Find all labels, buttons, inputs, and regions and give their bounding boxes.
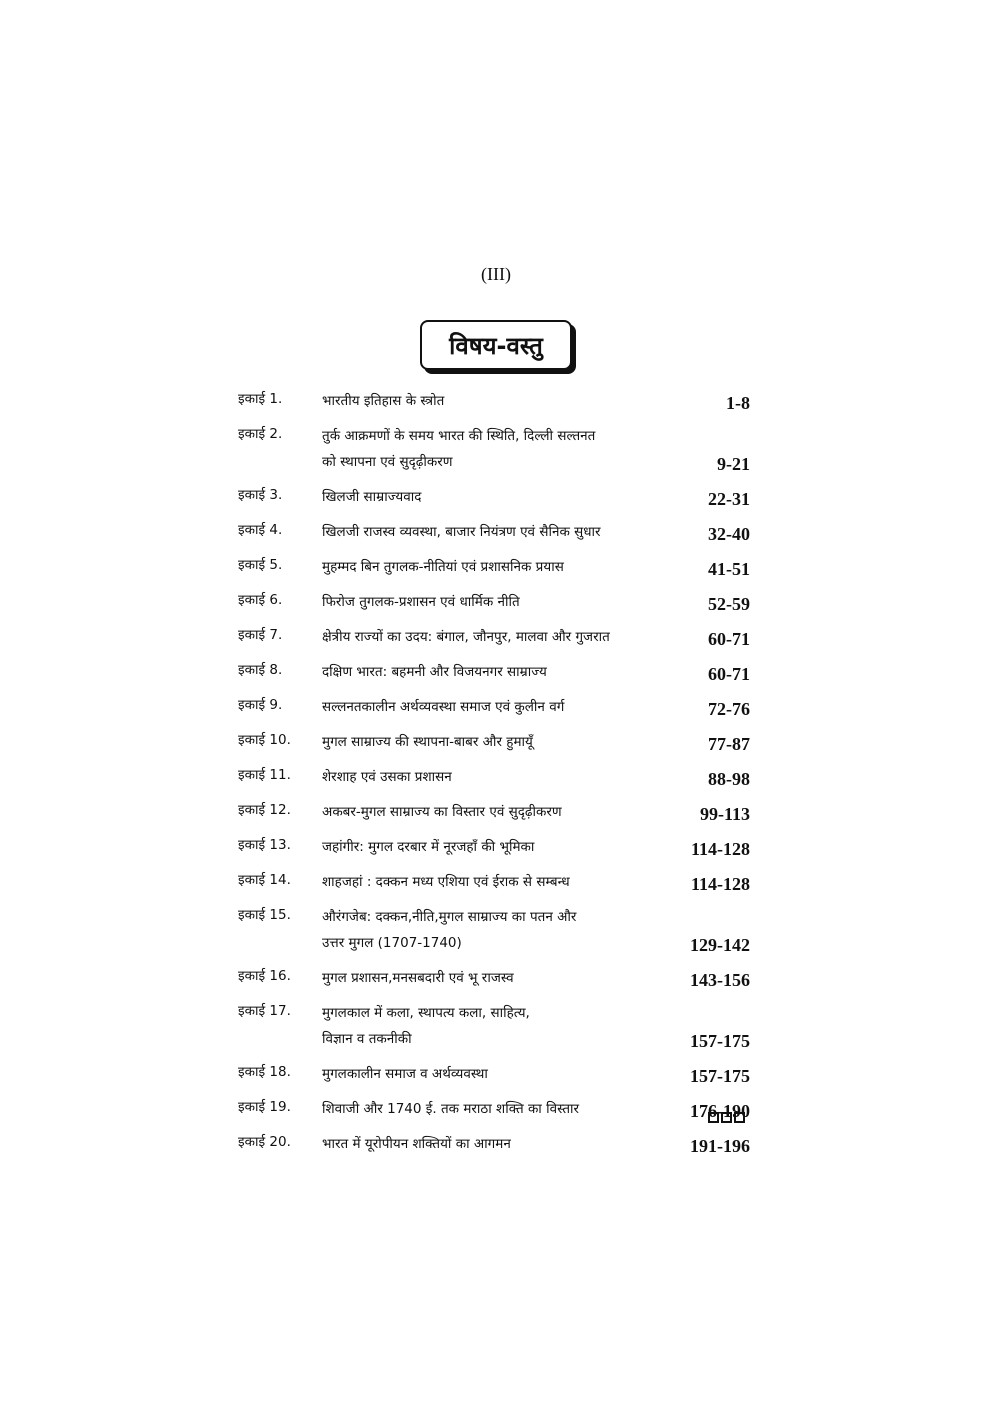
unit-topic (322, 1000, 664, 1052)
unit-topic-line: अकबर-मुगल साम्राज्य का विस्तार एवं सुदृढ़ीकरण (322, 804, 562, 820)
page-range: 77-87 (708, 734, 750, 754)
toc-row (238, 694, 750, 720)
unit-topic-line: शिवाजी और 1740 ई. तक मराठा शक्ति का विस्तार (322, 1101, 580, 1117)
toc-row (238, 729, 750, 755)
unit-topic (322, 589, 664, 615)
unit-topic-line: खिलजी साम्राज्यवाद (322, 489, 422, 505)
unit-number: इकाई 20. (238, 1134, 291, 1150)
unit-topic-line: फिरोज तुगलक-प्रशासन एवं धार्मिक नीति (322, 594, 520, 610)
unit-topic (322, 624, 664, 650)
unit-number: इकाई 5. (238, 557, 283, 573)
table-of-contents (238, 388, 750, 1166)
unit-number: इकाई 4. (238, 522, 283, 538)
page-number: (III) (481, 264, 511, 284)
unit-topic (322, 388, 664, 414)
unit-topic-line: औरंगजेब: दक्कन,नीति,मुगल साम्राज्य का पतन और (322, 909, 577, 925)
toc-row (238, 659, 750, 685)
unit-topic-line: मुगलकाल में कला, स्थापत्य कला, साहित्य, (322, 1005, 530, 1021)
unit-topic (322, 519, 664, 545)
unit-topic-line: शाहजहां : दक्कन मध्य एशिया एवं ईराक से सम्बन्ध (322, 874, 570, 890)
unit-topic-line: तुर्क आक्रमणों के समय भारत की स्थिति, दिल्ली सल्तनत (322, 428, 596, 444)
unit-topic-line: खिलजी राजस्व व्यवस्था, बाजार नियंत्रण एवं सैनिक सुधार (322, 524, 601, 540)
unit-topic-line: मुगल साम्राज्य की स्थापना-बाबर और हुमायूँ (322, 734, 533, 750)
unit-number: इकाई 13. (238, 837, 291, 853)
unit-topic-line: मुगल प्रशासन,मनसबदारी एवं भू राजस्व (322, 970, 514, 986)
unit-number: इकाई 2. (238, 426, 283, 442)
unit-number: इकाई 1. (238, 391, 283, 407)
toc-row (238, 764, 750, 790)
page-range: 88-98 (708, 769, 750, 789)
unit-topic (322, 764, 664, 790)
toc-row (238, 869, 750, 895)
unit-number: इकाई 16. (238, 968, 291, 984)
page-range: 114-128 (690, 839, 750, 859)
unit-topic (322, 694, 664, 720)
unit-topic (322, 484, 664, 510)
toc-row (238, 624, 750, 650)
unit-topic-line: मुहम्मद बिन तुगलक-नीतियां एवं प्रशासनिक प्रयास (322, 559, 564, 575)
unit-topic (322, 869, 664, 895)
contents-title: विषय-वस्तु (420, 320, 572, 370)
toc-row (238, 1000, 750, 1052)
unit-topic-line: भारत में यूरोपीयन शक्तियों का आगमन (322, 1136, 511, 1152)
unit-topic (322, 834, 664, 860)
unit-number: इकाई 14. (238, 872, 291, 888)
unit-number: इकाई 17. (238, 1003, 291, 1019)
unit-topic (322, 1131, 664, 1157)
unit-topic-line: मुगलकालीन समाज व अर्थव्यवस्था (322, 1066, 488, 1082)
page-range: 60-71 (708, 664, 750, 684)
unit-topic-line: शेरशाह एवं उसका प्रशासन (322, 769, 452, 785)
unit-topic-line: दक्षिण भारत: बहमनी और विजयनगर साम्राज्य (322, 664, 547, 680)
toc-row (238, 519, 750, 545)
page-range: 41-51 (708, 559, 750, 579)
page-range: 9-21 (717, 454, 750, 474)
unit-number: इकाई 7. (238, 627, 283, 643)
toc-row (238, 554, 750, 580)
unit-number: इकाई 11. (238, 767, 291, 783)
unit-topic-line: सल्लनतकालीन अर्थव्यवस्था समाज एवं कुलीन वर्ग (322, 699, 565, 715)
page-range: 52-59 (708, 594, 750, 614)
unit-topic (322, 799, 664, 825)
unit-topic (322, 659, 664, 685)
page-range: 176-190 (690, 1101, 750, 1121)
page-range: 114-128 (690, 874, 750, 894)
page-range: 72-76 (708, 699, 750, 719)
toc-row (238, 904, 750, 956)
page-range: 143-156 (690, 970, 750, 990)
unit-topic-line: भारतीय इतिहास के स्त्रोत (322, 393, 445, 409)
unit-number: इकाई 9. (238, 697, 283, 713)
unit-topic-line: को स्थापना एवं सुदृढ़ीकरण (322, 454, 453, 470)
toc-row (238, 965, 750, 991)
unit-number: इकाई 12. (238, 802, 291, 818)
page-range: 191-196 (690, 1136, 750, 1156)
unit-topic-line: क्षेत्रीय राज्यों का उदय: बंगाल, जौनपुर, मालवा और गुजरात (322, 629, 610, 645)
unit-topic (322, 1061, 664, 1087)
page-range: 157-175 (690, 1031, 750, 1051)
end-mark-icon (708, 1112, 745, 1123)
page-range: 157-175 (690, 1066, 750, 1086)
toc-row (238, 484, 750, 510)
unit-number: इकाई 19. (238, 1099, 291, 1115)
page-range: 60-71 (708, 629, 750, 649)
toc-row (238, 388, 750, 414)
unit-topic-line: जहांगीर: मुगल दरबार में नूरजहाँ की भूमिका (322, 839, 535, 855)
unit-topic-line: विज्ञान व तकनीकी (322, 1031, 412, 1047)
unit-topic (322, 1096, 664, 1122)
toc-row (238, 1061, 750, 1087)
unit-number: इकाई 15. (238, 907, 291, 923)
unit-number: इकाई 3. (238, 487, 283, 503)
toc-row (238, 834, 750, 860)
unit-topic (322, 554, 664, 580)
unit-number: इकाई 6. (238, 592, 283, 608)
unit-topic (322, 904, 664, 956)
toc-row (238, 1131, 750, 1157)
toc-row (238, 423, 750, 475)
unit-number: इकाई 8. (238, 662, 283, 678)
page-range: 99-113 (699, 804, 750, 824)
unit-topic (322, 729, 664, 755)
unit-topic-line: उत्तर मुगल (1707-1740) (322, 935, 462, 951)
unit-topic (322, 423, 664, 475)
toc-row (238, 1096, 750, 1122)
unit-number: इकाई 18. (238, 1064, 291, 1080)
toc-row (238, 799, 750, 825)
unit-number: इकाई 10. (238, 732, 291, 748)
toc-row (238, 589, 750, 615)
page-range: 129-142 (690, 935, 750, 955)
unit-topic (322, 965, 664, 991)
page-range: 1-8 (726, 393, 750, 413)
page-range: 32-40 (708, 524, 750, 544)
page-range: 22-31 (708, 489, 750, 509)
